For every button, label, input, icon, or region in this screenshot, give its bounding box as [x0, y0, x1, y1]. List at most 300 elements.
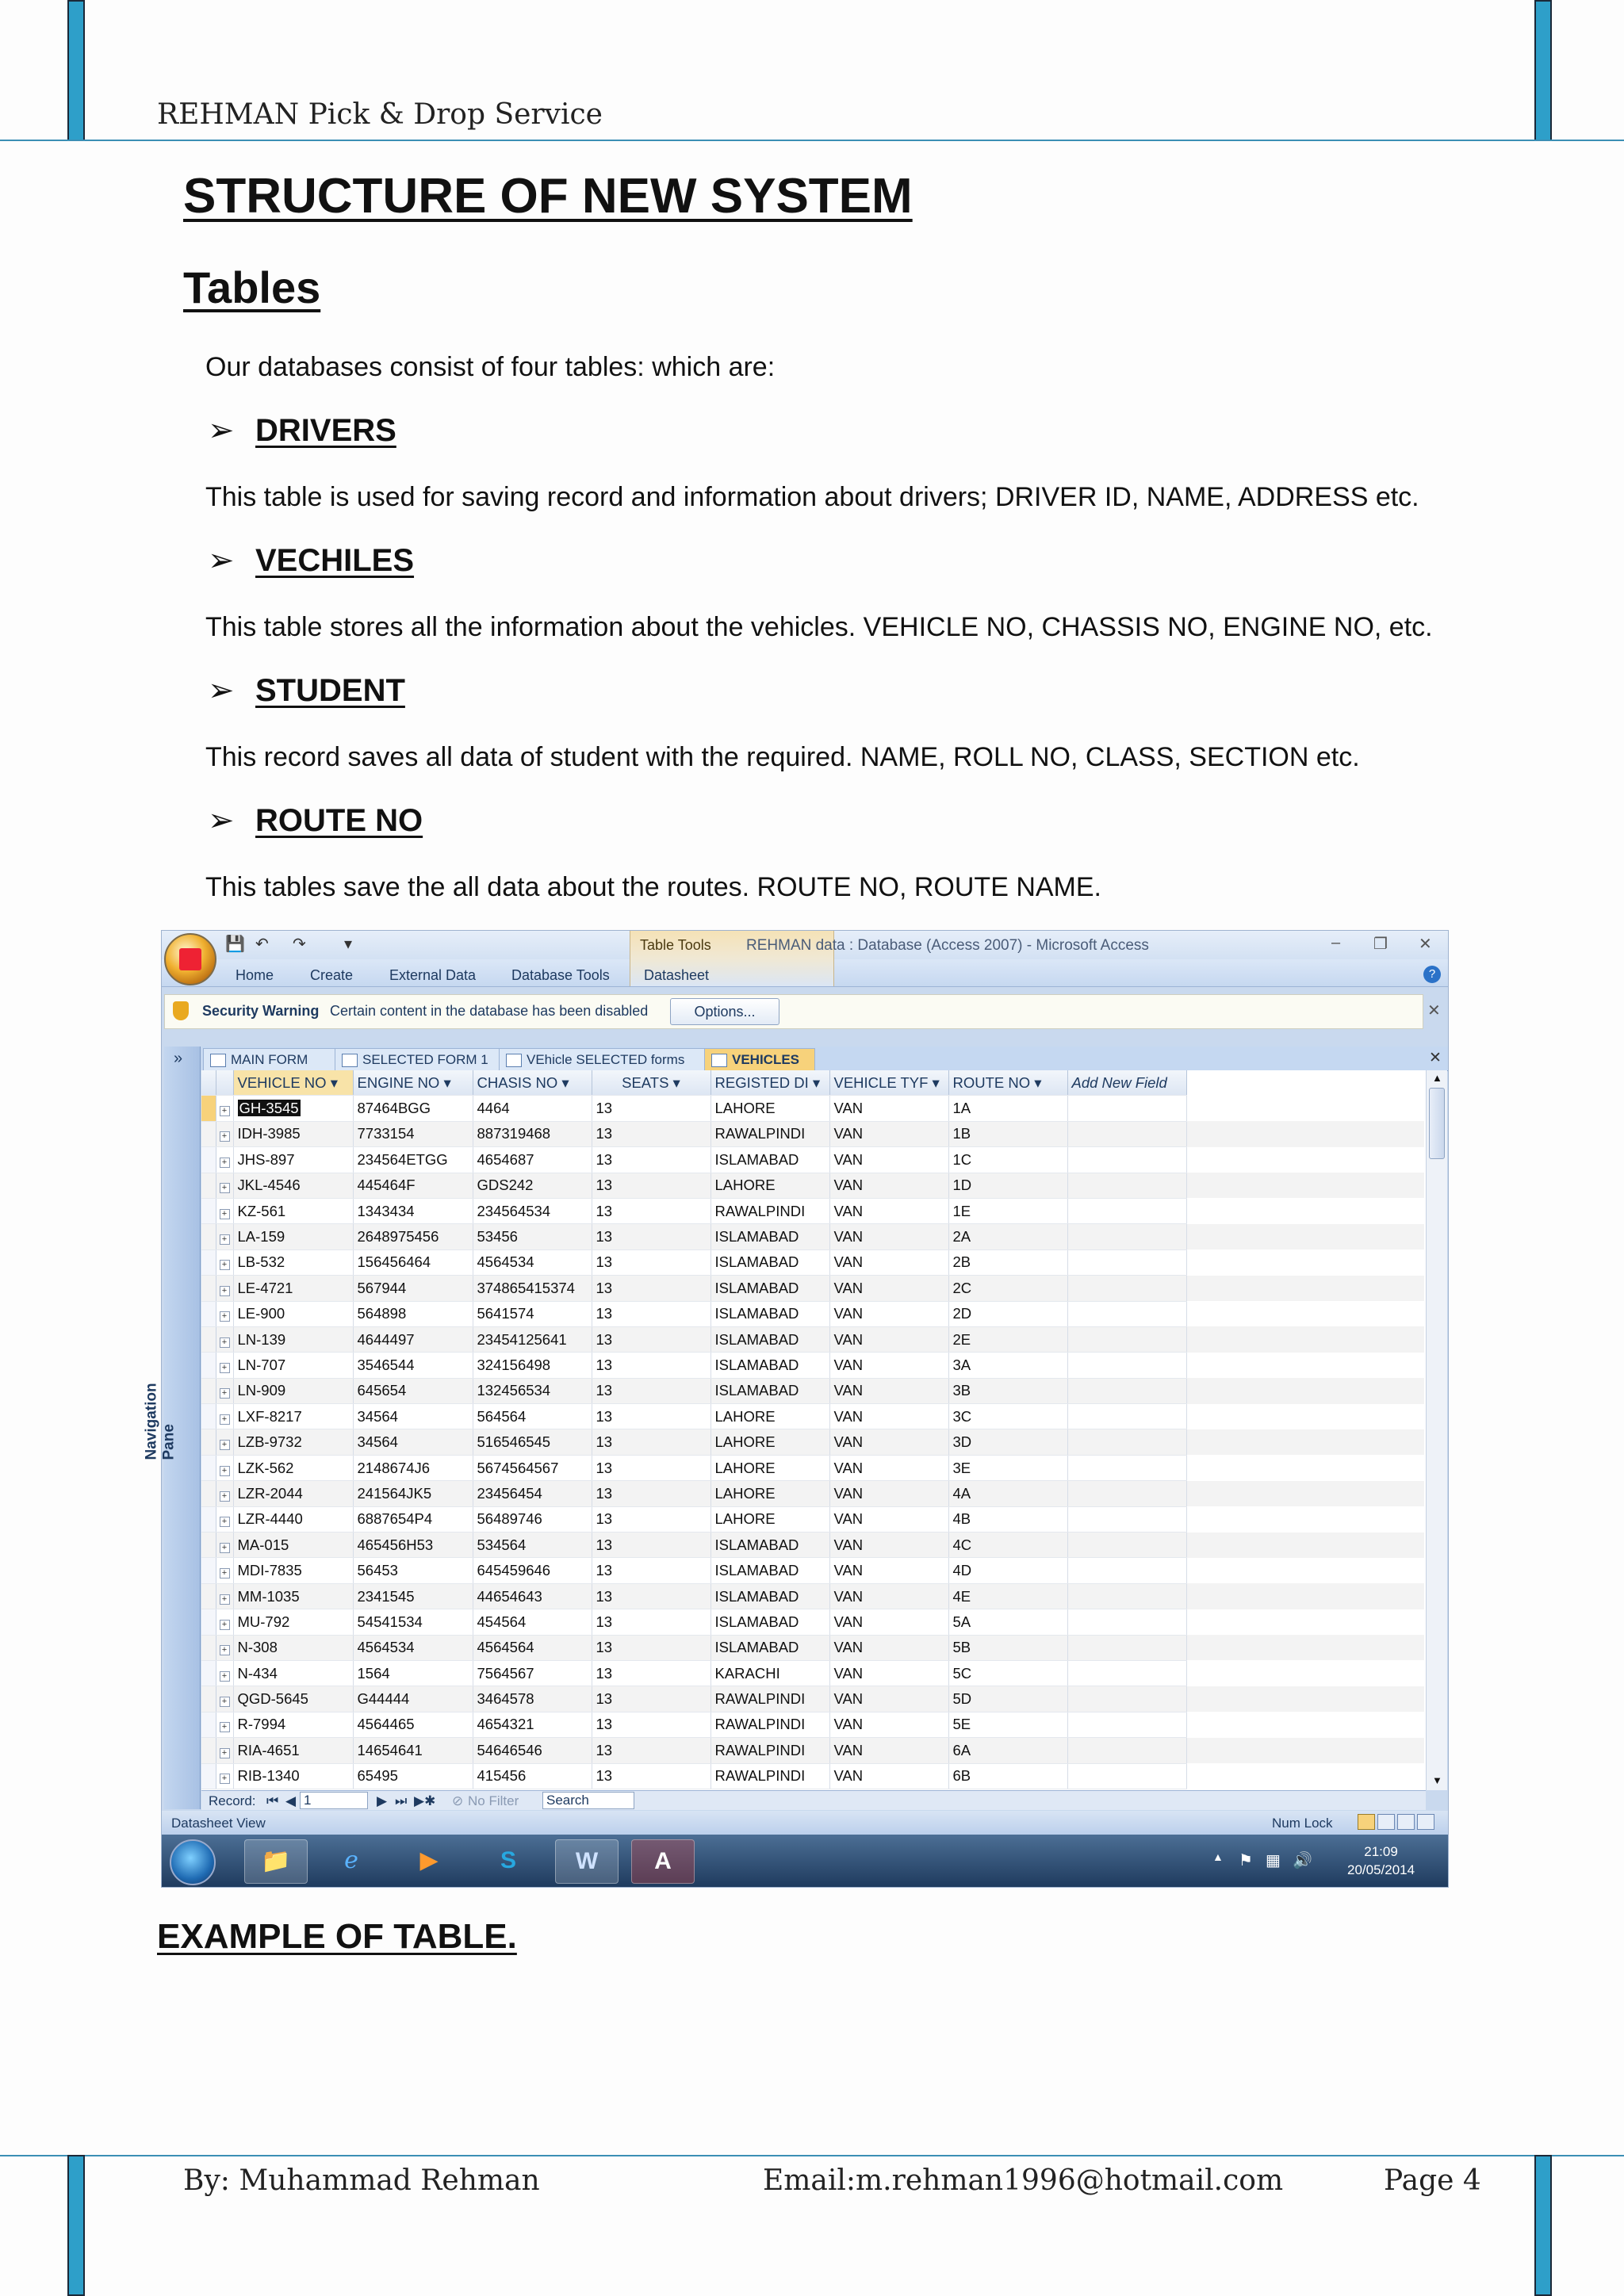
row-selector[interactable] [201, 1686, 216, 1712]
table-row[interactable] [201, 1198, 1424, 1223]
table-cell[interactable]: LZB-9732 [233, 1429, 353, 1455]
table-cell[interactable]: 13 [592, 1686, 710, 1712]
design-view-icon[interactable] [1417, 1814, 1434, 1830]
table-cell[interactable]: 1E [948, 1198, 1067, 1223]
table-cell[interactable]: 454564 [473, 1609, 592, 1635]
qat-dropdown-icon[interactable]: ▾ [344, 936, 353, 953]
empty-cell[interactable] [1186, 1429, 1305, 1455]
empty-cell[interactable] [1067, 1660, 1186, 1686]
table-cell[interactable]: 234564ETGG [353, 1147, 473, 1173]
table-cell[interactable]: 34564 [353, 1404, 473, 1429]
empty-cell[interactable] [1186, 1198, 1305, 1223]
skype-icon[interactable]: S [500, 1847, 516, 1873]
expand-row-cell[interactable] [216, 1558, 233, 1583]
table-cell[interactable]: 887319468 [473, 1121, 592, 1146]
table-cell[interactable]: RIB-1340 [233, 1763, 353, 1789]
table-row[interactable] [201, 1506, 1424, 1532]
expand-row-cell[interactable] [216, 1583, 233, 1609]
options-button[interactable]: Options... [670, 998, 779, 1025]
expand-plus-icon[interactable]: + [220, 1594, 230, 1605]
table-cell[interactable]: RAWALPINDI [710, 1198, 829, 1223]
empty-cell[interactable] [1067, 1583, 1186, 1609]
table-cell[interactable]: KARACHI [710, 1660, 829, 1686]
table-cell[interactable]: LB-532 [233, 1249, 353, 1275]
table-row[interactable] [201, 1353, 1424, 1378]
next-record-icon[interactable]: ▶ [377, 1793, 388, 1808]
table-cell[interactable]: 14654641 [353, 1738, 473, 1763]
table-cell[interactable]: 5D [948, 1686, 1067, 1712]
empty-cell[interactable] [1186, 1404, 1305, 1429]
empty-cell[interactable] [1305, 1506, 1424, 1532]
table-cell[interactable]: LZR-2044 [233, 1481, 353, 1506]
expand-plus-icon[interactable]: + [220, 1337, 230, 1348]
table-cell[interactable]: 13 [592, 1635, 710, 1660]
table-cell[interactable]: 4564465 [353, 1712, 473, 1737]
table-cell[interactable]: 374865415374 [473, 1276, 592, 1301]
empty-cell[interactable] [1067, 1609, 1186, 1635]
empty-cell[interactable] [1186, 1660, 1305, 1686]
empty-cell[interactable] [1067, 1301, 1186, 1326]
table-cell[interactable]: KZ-561 [233, 1198, 353, 1223]
row-selector[interactable] [201, 1763, 216, 1789]
empty-cell[interactable] [1305, 1481, 1424, 1506]
table-cell[interactable]: VAN [829, 1378, 948, 1403]
table-cell[interactable]: ISLAMABAD [710, 1533, 829, 1558]
table-cell[interactable]: 567944 [353, 1276, 473, 1301]
table-cell[interactable]: R-7994 [233, 1712, 353, 1737]
table-cell[interactable]: 13 [592, 1763, 710, 1789]
empty-cell[interactable] [1305, 1096, 1424, 1121]
empty-cell[interactable] [1305, 1198, 1424, 1223]
table-cell[interactable]: 13 [592, 1249, 710, 1275]
table-cell[interactable]: VAN [829, 1326, 948, 1352]
table-cell[interactable]: VAN [829, 1173, 948, 1198]
table-cell[interactable]: JHS-897 [233, 1147, 353, 1173]
network-icon[interactable]: ▦ [1266, 1852, 1281, 1869]
select-all-cell[interactable] [201, 1070, 216, 1096]
column-header-seats[interactable]: SEATS ▾ [592, 1070, 710, 1096]
save-icon[interactable]: 💾 [225, 936, 245, 953]
office-button[interactable] [164, 933, 216, 985]
media-player-icon[interactable]: ▶ [419, 1847, 439, 1873]
table-cell[interactable]: VAN [829, 1198, 948, 1223]
expand-plus-icon[interactable]: + [220, 1440, 230, 1450]
expand-row-cell[interactable] [216, 1378, 233, 1403]
empty-cell[interactable] [1186, 1301, 1305, 1326]
table-cell[interactable]: 4D [948, 1558, 1067, 1583]
table-cell[interactable]: VAN [829, 1096, 948, 1121]
table-cell[interactable]: 5C [948, 1660, 1067, 1686]
row-selector[interactable] [201, 1455, 216, 1480]
empty-cell[interactable] [1305, 1429, 1424, 1455]
table-cell[interactable]: 13 [592, 1455, 710, 1480]
table-cell[interactable]: VAN [829, 1276, 948, 1301]
table-cell[interactable]: ISLAMABAD [710, 1276, 829, 1301]
expand-row-cell[interactable] [216, 1276, 233, 1301]
table-cell[interactable]: ISLAMABAD [710, 1326, 829, 1352]
empty-cell[interactable] [1305, 1301, 1424, 1326]
row-selector[interactable] [201, 1583, 216, 1609]
expand-row-cell[interactable] [216, 1635, 233, 1660]
empty-cell[interactable] [1067, 1353, 1186, 1378]
table-cell[interactable]: 516546545 [473, 1429, 592, 1455]
empty-cell[interactable] [1067, 1763, 1186, 1789]
empty-cell[interactable] [1067, 1378, 1186, 1403]
table-cell[interactable]: VAN [829, 1763, 948, 1789]
empty-cell[interactable] [1305, 1583, 1424, 1609]
empty-cell[interactable] [1186, 1506, 1305, 1532]
expand-row-cell[interactable] [216, 1506, 233, 1532]
expand-row-cell[interactable] [216, 1429, 233, 1455]
table-cell[interactable]: LAHORE [710, 1429, 829, 1455]
expand-plus-icon[interactable]: + [220, 1388, 230, 1399]
column-header-vehicle-no[interactable]: VEHICLE NO ▾ [233, 1070, 353, 1096]
close-tab-icon[interactable]: ✕ [1429, 1050, 1442, 1066]
empty-cell[interactable] [1305, 1378, 1424, 1403]
empty-cell[interactable] [1305, 1353, 1424, 1378]
empty-cell[interactable] [1067, 1558, 1186, 1583]
tab-vehicle-selected-forms[interactable] [499, 1048, 707, 1070]
access-icon[interactable]: A [631, 1839, 695, 1884]
table-cell[interactable]: 13 [592, 1301, 710, 1326]
table-cell[interactable]: ISLAMABAD [710, 1583, 829, 1609]
table-cell[interactable]: VAN [829, 1301, 948, 1326]
table-cell[interactable]: 2E [948, 1326, 1067, 1352]
nav-pane-toggle-icon[interactable]: » [174, 1050, 183, 1067]
close-warning-icon[interactable]: ✕ [1427, 1002, 1441, 1020]
table-cell[interactable]: 13 [592, 1198, 710, 1223]
table-cell[interactable]: VAN [829, 1686, 948, 1712]
table-cell[interactable]: 2D [948, 1301, 1067, 1326]
table-cell[interactable]: 13 [592, 1326, 710, 1352]
expand-row-cell[interactable] [216, 1686, 233, 1712]
row-selector[interactable] [201, 1301, 216, 1326]
table-cell[interactable]: 13 [592, 1738, 710, 1763]
expand-plus-icon[interactable]: + [220, 1466, 230, 1476]
table-cell[interactable]: LZR-4440 [233, 1506, 353, 1532]
empty-cell[interactable] [1186, 1121, 1305, 1146]
tab-datasheet[interactable]: Datasheet [644, 967, 710, 983]
tab-external-data[interactable]: External Data [389, 967, 477, 983]
expand-plus-icon[interactable]: + [220, 1491, 230, 1502]
empty-cell[interactable] [1067, 1686, 1186, 1712]
expand-plus-icon[interactable]: + [220, 1234, 230, 1245]
expand-plus-icon[interactable]: + [220, 1183, 230, 1193]
table-cell[interactable]: VAN [829, 1635, 948, 1660]
table-cell[interactable]: RAWALPINDI [710, 1738, 829, 1763]
table-cell[interactable]: MM-1035 [233, 1583, 353, 1609]
table-cell[interactable]: LN-909 [233, 1378, 353, 1403]
row-selector[interactable] [201, 1558, 216, 1583]
table-cell[interactable]: MU-792 [233, 1609, 353, 1635]
table-cell[interactable]: VAN [829, 1738, 948, 1763]
table-cell[interactable]: RAWALPINDI [710, 1712, 829, 1737]
table-cell[interactable]: ISLAMABAD [710, 1301, 829, 1326]
table-row[interactable] [201, 1326, 1424, 1352]
table-cell[interactable]: 5674564567 [473, 1455, 592, 1480]
table-cell[interactable]: 13 [592, 1096, 710, 1121]
table-cell[interactable]: 4464 [473, 1096, 592, 1121]
row-selector[interactable] [201, 1378, 216, 1403]
empty-cell[interactable] [1067, 1173, 1186, 1198]
table-row[interactable] [201, 1429, 1424, 1455]
table-cell[interactable]: LZK-562 [233, 1455, 353, 1480]
expand-plus-icon[interactable]: + [220, 1106, 230, 1116]
table-cell[interactable]: IDH-3985 [233, 1121, 353, 1146]
table-cell[interactable]: 53456 [473, 1224, 592, 1249]
table-cell[interactable]: 3A [948, 1353, 1067, 1378]
empty-cell[interactable] [1067, 1121, 1186, 1146]
empty-cell[interactable] [1305, 1121, 1424, 1146]
table-cell[interactable]: G44444 [353, 1686, 473, 1712]
table-cell[interactable]: 13 [592, 1481, 710, 1506]
table-row[interactable] [201, 1738, 1424, 1763]
empty-cell[interactable] [1186, 1147, 1305, 1173]
tab-database-tools[interactable]: Database Tools [511, 967, 610, 983]
empty-cell[interactable] [1186, 1378, 1305, 1403]
expand-plus-icon[interactable]: + [220, 1568, 230, 1578]
expand-plus-icon[interactable]: + [220, 1311, 230, 1322]
expand-plus-icon[interactable]: + [220, 1260, 230, 1270]
table-cell[interactable]: 5B [948, 1635, 1067, 1660]
table-cell[interactable]: LAHORE [710, 1173, 829, 1198]
column-header-add-new-field[interactable] [1067, 1070, 1186, 1096]
empty-cell[interactable] [1067, 1096, 1186, 1121]
table-cell[interactable]: 13 [592, 1533, 710, 1558]
undo-icon[interactable]: ↶ [255, 936, 269, 953]
row-selector[interactable] [201, 1353, 216, 1378]
table-cell[interactable]: 13 [592, 1173, 710, 1198]
empty-cell[interactable] [1067, 1455, 1186, 1480]
expand-row-cell[interactable] [216, 1763, 233, 1789]
table-row[interactable] [201, 1276, 1424, 1301]
table-cell[interactable]: VAN [829, 1404, 948, 1429]
expand-row-cell[interactable] [216, 1609, 233, 1635]
table-cell[interactable]: ISLAMABAD [710, 1609, 829, 1635]
empty-cell[interactable] [1186, 1096, 1305, 1121]
table-cell[interactable]: LA-159 [233, 1224, 353, 1249]
expand-row-cell[interactable] [216, 1147, 233, 1173]
expand-plus-icon[interactable]: + [220, 1286, 230, 1296]
table-cell[interactable]: 23456454 [473, 1481, 592, 1506]
row-selector[interactable] [201, 1224, 216, 1249]
table-cell[interactable]: LAHORE [710, 1481, 829, 1506]
table-row[interactable] [201, 1224, 1424, 1249]
table-cell[interactable]: 1D [948, 1173, 1067, 1198]
table-cell[interactable]: VAN [829, 1224, 948, 1249]
table-cell[interactable]: N-308 [233, 1635, 353, 1660]
table-cell[interactable]: 13 [592, 1558, 710, 1583]
table-cell[interactable]: N-434 [233, 1660, 353, 1686]
table-cell[interactable]: 13 [592, 1660, 710, 1686]
empty-cell[interactable] [1186, 1249, 1305, 1275]
empty-cell[interactable] [1186, 1481, 1305, 1506]
expand-row-cell[interactable] [216, 1198, 233, 1223]
row-selector[interactable] [201, 1147, 216, 1173]
tab-selected-form-1[interactable] [335, 1048, 501, 1070]
tab-main-form[interactable] [203, 1048, 343, 1070]
table-cell[interactable]: 13 [592, 1353, 710, 1378]
table-cell[interactable]: 13 [592, 1224, 710, 1249]
expand-row-cell[interactable] [216, 1353, 233, 1378]
table-cell[interactable]: 54646546 [473, 1738, 592, 1763]
tab-home[interactable]: Home [236, 967, 274, 983]
table-row[interactable] [201, 1481, 1424, 1506]
empty-cell[interactable] [1067, 1147, 1186, 1173]
table-cell[interactable]: 2148674J6 [353, 1455, 473, 1480]
empty-cell[interactable] [1305, 1326, 1424, 1352]
table-cell[interactable]: 65495 [353, 1763, 473, 1789]
row-selector[interactable] [201, 1481, 216, 1506]
close-icon[interactable]: ✕ [1419, 936, 1432, 953]
table-cell[interactable]: LN-139 [233, 1326, 353, 1352]
empty-cell[interactable] [1067, 1404, 1186, 1429]
table-cell[interactable]: RIA-4651 [233, 1738, 353, 1763]
expand-plus-icon[interactable]: + [220, 1363, 230, 1373]
table-cell[interactable]: LXF-8217 [233, 1404, 353, 1429]
table-row[interactable] [201, 1096, 1424, 1121]
table-cell[interactable]: 4644497 [353, 1326, 473, 1352]
show-hidden-icons-icon[interactable]: ▲ [1212, 1850, 1224, 1863]
table-cell[interactable]: 564898 [353, 1301, 473, 1326]
expand-plus-icon[interactable]: + [220, 1517, 230, 1527]
table-cell[interactable]: 465456H53 [353, 1533, 473, 1558]
table-cell[interactable]: 534564 [473, 1533, 592, 1558]
table-cell[interactable]: LAHORE [710, 1455, 829, 1480]
table-cell[interactable]: 4E [948, 1583, 1067, 1609]
table-cell[interactable] [233, 1096, 353, 1121]
expand-plus-icon[interactable]: + [220, 1131, 230, 1142]
table-cell[interactable]: 4654687 [473, 1147, 592, 1173]
table-cell[interactable]: 3B [948, 1378, 1067, 1403]
table-cell[interactable]: LN-707 [233, 1353, 353, 1378]
table-cell[interactable]: 13 [592, 1712, 710, 1737]
table-cell[interactable]: 13 [592, 1404, 710, 1429]
table-row[interactable] [201, 1686, 1424, 1712]
table-cell[interactable]: 54541534 [353, 1609, 473, 1635]
expand-row-cell[interactable] [216, 1455, 233, 1480]
column-header-engine-no[interactable]: ENGINE NO ▾ [353, 1070, 473, 1096]
table-cell[interactable]: 7733154 [353, 1121, 473, 1146]
table-row[interactable] [201, 1609, 1424, 1635]
pivotchart-view-icon[interactable] [1397, 1814, 1415, 1830]
table-cell[interactable]: 4564534 [473, 1249, 592, 1275]
empty-cell[interactable] [1067, 1481, 1186, 1506]
table-cell[interactable]: LE-900 [233, 1301, 353, 1326]
expand-plus-icon[interactable]: + [220, 1774, 230, 1784]
table-cell[interactable]: 4B [948, 1506, 1067, 1532]
table-cell[interactable]: RAWALPINDI [710, 1121, 829, 1146]
table-cell[interactable]: 645654 [353, 1378, 473, 1403]
column-header-chasis-no[interactable]: CHASIS NO ▾ [473, 1070, 592, 1096]
table-cell[interactable]: 2648975456 [353, 1224, 473, 1249]
table-cell[interactable]: 4564564 [473, 1635, 592, 1660]
expand-plus-icon[interactable]: + [220, 1158, 230, 1168]
table-cell[interactable]: ISLAMABAD [710, 1147, 829, 1173]
table-cell[interactable]: ISLAMABAD [710, 1249, 829, 1275]
table-cell[interactable]: VAN [829, 1712, 948, 1737]
help-icon[interactable]: ? [1423, 966, 1441, 983]
table-row[interactable] [201, 1533, 1424, 1558]
table-cell[interactable]: VAN [829, 1121, 948, 1146]
empty-cell[interactable] [1186, 1686, 1305, 1712]
empty-cell[interactable] [1067, 1738, 1186, 1763]
empty-cell[interactable] [1305, 1558, 1424, 1583]
table-cell[interactable]: 132456534 [473, 1378, 592, 1403]
scroll-up-icon[interactable]: ▲ [1432, 1072, 1442, 1084]
last-record-icon[interactable]: ⏭ [395, 1793, 408, 1808]
taskbar-clock[interactable] [1347, 1843, 1415, 1879]
row-selector[interactable] [201, 1635, 216, 1660]
table-cell[interactable]: VAN [829, 1455, 948, 1480]
expand-row-cell[interactable] [216, 1096, 233, 1121]
row-selector[interactable] [201, 1249, 216, 1275]
scroll-down-icon[interactable]: ▼ [1432, 1774, 1442, 1786]
row-selector[interactable] [201, 1506, 216, 1532]
table-cell[interactable]: VAN [829, 1506, 948, 1532]
vertical-scrollbar[interactable] [1426, 1070, 1447, 1790]
minimize-icon[interactable]: – [1331, 934, 1341, 951]
table-cell[interactable]: QGD-5645 [233, 1686, 353, 1712]
table-row[interactable] [201, 1635, 1424, 1660]
table-cell[interactable]: LAHORE [710, 1506, 829, 1532]
expand-row-cell[interactable] [216, 1224, 233, 1249]
table-cell[interactable]: 34564 [353, 1429, 473, 1455]
table-cell[interactable]: VAN [829, 1249, 948, 1275]
row-selector[interactable] [201, 1609, 216, 1635]
table-cell[interactable]: MDI-7835 [233, 1558, 353, 1583]
expand-row-cell[interactable] [216, 1121, 233, 1146]
table-cell[interactable]: LAHORE [710, 1096, 829, 1121]
table-cell[interactable]: 13 [592, 1121, 710, 1146]
column-header-route-no[interactable]: ROUTE NO ▾ [948, 1070, 1067, 1096]
row-selector[interactable] [201, 1660, 216, 1686]
empty-cell[interactable] [1305, 1404, 1424, 1429]
table-row[interactable] [201, 1763, 1424, 1789]
table-cell[interactable]: 2B [948, 1249, 1067, 1275]
table-cell[interactable]: 3546544 [353, 1353, 473, 1378]
table-cell[interactable]: 5E [948, 1712, 1067, 1737]
table-cell[interactable]: 56453 [353, 1558, 473, 1583]
empty-cell[interactable] [1305, 1660, 1424, 1686]
table-cell[interactable]: 4C [948, 1533, 1067, 1558]
table-cell[interactable]: 645459646 [473, 1558, 592, 1583]
expand-plus-icon[interactable]: + [220, 1697, 230, 1707]
empty-cell[interactable] [1186, 1558, 1305, 1583]
table-cell[interactable]: 13 [592, 1147, 710, 1173]
table-cell[interactable]: LAHORE [710, 1404, 829, 1429]
empty-cell[interactable] [1067, 1249, 1186, 1275]
table-cell[interactable]: 5A [948, 1609, 1067, 1635]
table-cell[interactable]: 1564 [353, 1660, 473, 1686]
table-row[interactable] [201, 1404, 1424, 1429]
expand-row-cell[interactable] [216, 1481, 233, 1506]
expand-row-cell[interactable] [216, 1249, 233, 1275]
table-cell[interactable]: 4654321 [473, 1712, 592, 1737]
table-cell[interactable]: VAN [829, 1558, 948, 1583]
table-cell[interactable]: VAN [829, 1147, 948, 1173]
table-cell[interactable]: RAWALPINDI [710, 1686, 829, 1712]
tab-vehicles[interactable] [704, 1048, 815, 1070]
empty-cell[interactable] [1305, 1533, 1424, 1558]
table-row[interactable] [201, 1712, 1424, 1737]
table-cell[interactable]: 44654643 [473, 1583, 592, 1609]
table-cell[interactable]: VAN [829, 1609, 948, 1635]
maximize-icon[interactable]: ❐ [1373, 936, 1388, 953]
table-cell[interactable]: 1343434 [353, 1198, 473, 1223]
row-selector[interactable] [201, 1121, 216, 1146]
table-cell[interactable]: 3464578 [473, 1686, 592, 1712]
